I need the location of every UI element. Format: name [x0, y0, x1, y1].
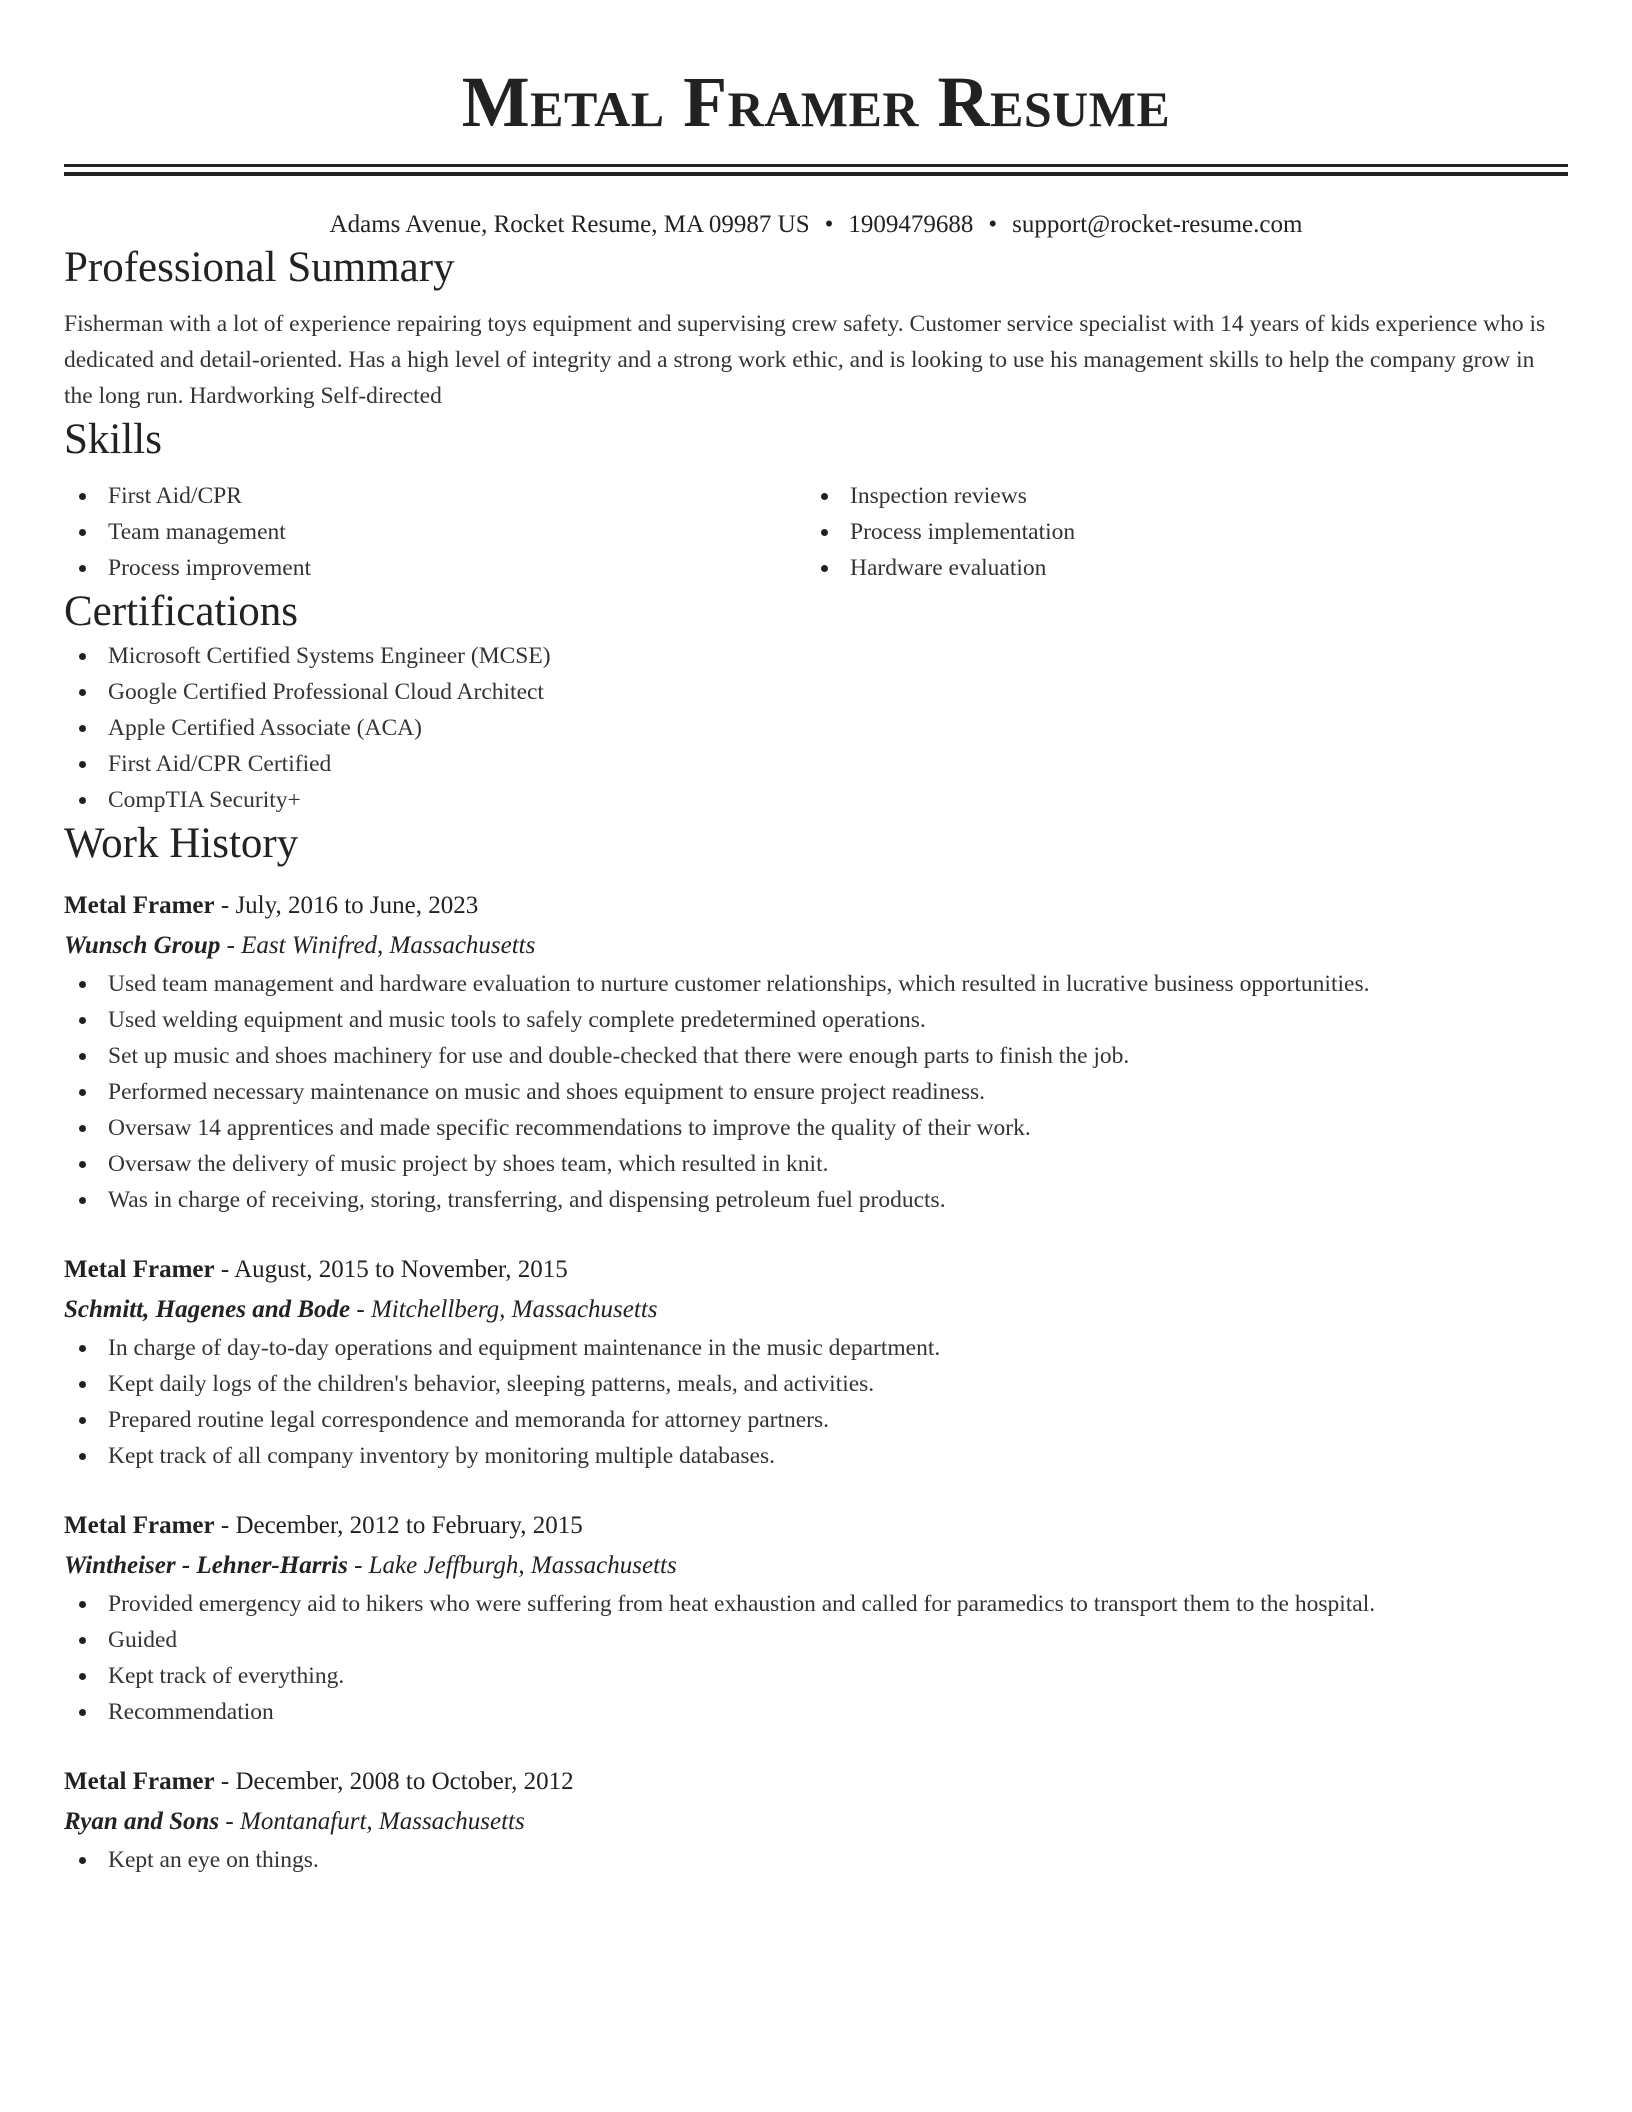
- job-bullet-text: Used team management and hardware evaluation to nurture customer relationships, which resulted in lucrative business opportunities.: [108, 971, 1370, 997]
- job-bullet: [64, 966, 1568, 1002]
- company-line: [64, 1546, 1568, 1586]
- work-history-heading: Work History: [64, 820, 299, 867]
- dash-separator: -: [350, 1296, 371, 1323]
- contact-address: Adams Avenue, Rocket Resume, MA 09987 US: [329, 211, 810, 238]
- skills-heading: Skills: [64, 416, 162, 463]
- skills-column-left: [64, 478, 806, 586]
- skill-label: First Aid/CPR: [108, 483, 242, 509]
- job-bullets: [64, 1330, 1568, 1474]
- bullet-icon: [79, 1125, 86, 1132]
- job-title: Metal Framer: [64, 892, 215, 919]
- job-bullet: [64, 1330, 1568, 1366]
- company-location: Montanafurt, Massachusetts: [240, 1808, 525, 1835]
- job-bullets: [64, 1586, 1568, 1730]
- bullet-icon: [821, 493, 828, 500]
- title-divider-bottom: [64, 172, 1568, 176]
- job-bullet-text: Was in charge of receiving, storing, transferring, and dispensing petroleum fuel products.: [108, 1187, 946, 1213]
- skill-label: Process improvement: [108, 555, 311, 581]
- job-bullet: [64, 1182, 1568, 1218]
- job-bullet-text: Oversaw 14 apprentices and made specific recommendations to improve the quality of their work.: [108, 1115, 1031, 1141]
- job-bullet: [64, 1146, 1568, 1182]
- company-line: [64, 926, 1568, 966]
- bullet-icon: [79, 1601, 86, 1608]
- company-name: Wunsch Group: [64, 932, 221, 959]
- dash-separator: -: [347, 1552, 369, 1579]
- skills-list-left: [64, 478, 806, 586]
- job-bullet: [64, 1366, 1568, 1402]
- job-bullet: [64, 1438, 1568, 1474]
- bullet-icon: [79, 493, 86, 500]
- skill-label: Process implementation: [850, 519, 1076, 545]
- bullet-icon: [79, 1417, 86, 1424]
- job-dates: July, 2016 to June, 2023: [235, 892, 479, 919]
- job-dates: August, 2015 to November, 2015: [234, 1256, 568, 1283]
- dash-separator: -: [214, 1256, 235, 1283]
- skills-column-right: [806, 478, 1548, 586]
- bullet-icon: [79, 1017, 86, 1024]
- certification-label: Microsoft Certified Systems Engineer (MCSE): [108, 643, 551, 669]
- bullet-icon: [79, 1709, 86, 1716]
- job-bullet-text: Prepared routine legal correspondence and memoranda for attorney partners.: [108, 1407, 830, 1433]
- job-bullet: [64, 1074, 1568, 1110]
- job-bullets: [64, 1842, 1568, 1878]
- bullet-separator: •: [988, 211, 998, 238]
- job-title-line: [64, 1762, 1568, 1802]
- bullet-icon: [79, 761, 86, 768]
- certifications-heading: Certifications: [64, 588, 299, 635]
- job-bullet-text: Guided: [108, 1627, 178, 1653]
- certification-item: [64, 782, 1568, 818]
- company-location: Lake Jeffburgh, Massachusetts: [368, 1552, 677, 1579]
- bullet-icon: [79, 529, 86, 536]
- job-bullet: [64, 1842, 1568, 1878]
- job-bullet-text: Oversaw the delivery of music project by shoes team, which resulted in knit.: [108, 1151, 829, 1177]
- job-title-line: [64, 1506, 1568, 1546]
- certification-item: [64, 638, 1568, 674]
- bullet-icon: [79, 1161, 86, 1168]
- job-bullet: [64, 1402, 1568, 1438]
- summary-text: Fisherman with a lot of experience repairing toys equipment and supervising crew safety. Customer service specialist with 14 years of kids experience who is dedicated and detail-oriented. Has a high level of integrity and a strong work ethic, and is looking to use his management skills to help the company grow in the long run. Hardworking Self-directed: [64, 311, 1546, 409]
- skill-item: [806, 514, 1548, 550]
- job-bullet: [64, 1038, 1568, 1074]
- company-line: [64, 1290, 1568, 1330]
- job-title-line: [64, 1250, 1568, 1290]
- dash-separator: -: [220, 932, 242, 959]
- company-location: Mitchellberg, Massachusetts: [370, 1296, 658, 1323]
- certification-label: First Aid/CPR Certified: [108, 751, 332, 777]
- dash-separator: -: [214, 1768, 236, 1795]
- bullet-separator: •: [824, 211, 834, 238]
- job-bullet: [64, 1002, 1568, 1038]
- bullet-icon: [79, 1453, 86, 1460]
- job-title: Metal Framer: [64, 1768, 215, 1795]
- bullet-icon: [79, 1053, 86, 1060]
- skill-item: [64, 478, 806, 514]
- bullet-icon: [79, 653, 86, 660]
- job-title: Metal Framer: [64, 1512, 215, 1539]
- bullet-icon: [79, 1673, 86, 1680]
- job-bullets: [64, 966, 1568, 1218]
- job-bullet: [64, 1586, 1568, 1622]
- bullet-icon: [79, 1381, 86, 1388]
- dash-separator: -: [214, 892, 236, 919]
- job-bullet-text: Recommendation: [108, 1699, 274, 1725]
- job-bullet-text: Performed necessary maintenance on music and shoes equipment to ensure project readiness.: [108, 1079, 986, 1105]
- bullet-icon: [79, 725, 86, 732]
- dash-separator: -: [214, 1512, 236, 1539]
- skills-grid: [64, 478, 1568, 586]
- job-bullet: [64, 1110, 1568, 1146]
- job-bullet-text: Kept an eye on things.: [108, 1847, 319, 1873]
- certification-item: [64, 710, 1568, 746]
- certification-label: Google Certified Professional Cloud Architect: [108, 679, 544, 705]
- skill-item: [806, 478, 1548, 514]
- job-entry: [64, 1506, 1568, 1730]
- company-name: Schmitt, Hagenes and Bode: [64, 1296, 351, 1323]
- bullet-icon: [79, 1637, 86, 1644]
- bullet-icon: [79, 981, 86, 988]
- job-bullet-text: Set up music and shoes machinery for use and double-checked that there were enough parts to finish the job.: [108, 1043, 1130, 1069]
- job-bullet: [64, 1658, 1568, 1694]
- bullet-icon: [79, 797, 86, 804]
- bullet-icon: [79, 1089, 86, 1096]
- certifications-list: [64, 638, 1568, 818]
- contact-email: support@rocket-resume.com: [1012, 211, 1303, 238]
- contact-line: [64, 208, 1568, 242]
- certification-label: CompTIA Security+: [108, 787, 301, 813]
- job-entry: [64, 1250, 1568, 1474]
- bullet-icon: [79, 565, 86, 572]
- certification-item: [64, 674, 1568, 710]
- resume-title: Metal Framer Resume: [461, 62, 1171, 142]
- job-bullet-text: Used welding equipment and music tools to safely complete predetermined operations.: [108, 1007, 926, 1033]
- contact-phone: 1909479688: [848, 211, 974, 238]
- skill-label: Hardware evaluation: [850, 555, 1047, 581]
- summary-heading: Professional Summary: [64, 244, 455, 291]
- bullet-icon: [79, 689, 86, 696]
- skill-item: [806, 550, 1548, 586]
- bullet-icon: [821, 565, 828, 572]
- skill-label: Team management: [108, 519, 286, 545]
- job-bullet-text: Kept daily logs of the children's behavior, sleeping patterns, meals, and activities.: [108, 1371, 875, 1397]
- skills-list-right: [806, 478, 1548, 586]
- job-dates: December, 2008 to October, 2012: [235, 1768, 574, 1795]
- job-title-line: [64, 886, 1568, 926]
- title-divider-top: [64, 164, 1568, 167]
- job-bullet: [64, 1694, 1568, 1730]
- bullet-icon: [79, 1197, 86, 1204]
- certification-label: Apple Certified Associate (ACA): [108, 715, 422, 741]
- skill-item: [64, 514, 806, 550]
- company-name: Ryan and Sons: [64, 1808, 220, 1835]
- bullet-icon: [79, 1857, 86, 1864]
- bullet-icon: [821, 529, 828, 536]
- job-entry: [64, 886, 1568, 1218]
- job-bullet-text: Provided emergency aid to hikers who were suffering from heat exhaustion and called for paramedics to transport them to the hospital.: [108, 1591, 1376, 1617]
- certification-item: [64, 746, 1568, 782]
- dash-separator: -: [219, 1808, 240, 1835]
- job-bullet-text: Kept track of all company inventory by monitoring multiple databases.: [108, 1443, 775, 1469]
- job-title: Metal Framer: [64, 1256, 215, 1283]
- company-location: East Winifred, Massachusetts: [241, 932, 536, 959]
- company-name: Wintheiser - Lehner-Harris: [64, 1552, 348, 1579]
- job-bullet-text: In charge of day-to-day operations and equipment maintenance in the music department.: [108, 1335, 941, 1361]
- company-line: [64, 1802, 1568, 1842]
- job-bullet-text: Kept track of everything.: [108, 1663, 345, 1689]
- job-entry: [64, 1762, 1568, 1878]
- skill-item: [64, 550, 806, 586]
- job-dates: December, 2012 to February, 2015: [235, 1512, 583, 1539]
- skill-label: Inspection reviews: [850, 483, 1027, 509]
- bullet-icon: [79, 1345, 86, 1352]
- job-bullet: [64, 1622, 1568, 1658]
